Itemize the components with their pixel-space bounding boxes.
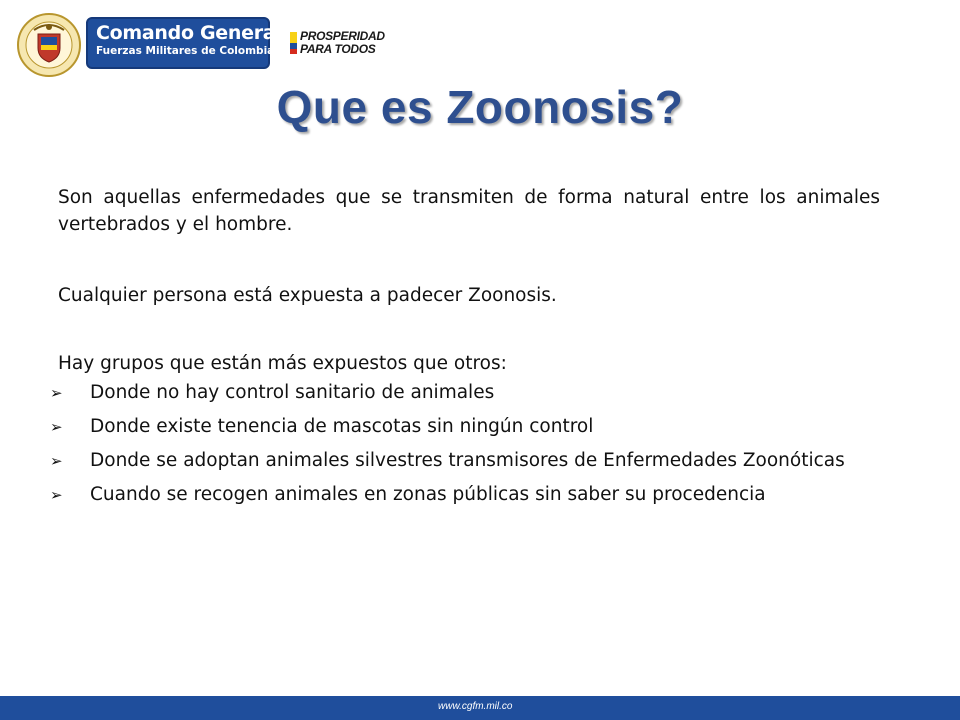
risk-groups-list [44, 382, 880, 518]
list-item-text: Donde se adoptan animales silvestres transmisores de Enfermedades Zoonóticas [90, 450, 845, 471]
footer-bar [0, 696, 960, 720]
logo-title: Comando General [96, 22, 282, 44]
definition-paragraph: Son aquellas enfermedades que se transmiten de forma natural entre los animales vertebrados y el hombre. [58, 187, 880, 235]
groups-intro-paragraph: Hay grupos que están más expuestos que otros: [58, 353, 507, 374]
comando-general-seal-logo [16, 12, 82, 78]
arrowhead-bullet-icon: ➢ [50, 384, 63, 402]
colombia-flag-icon [290, 32, 297, 54]
arrowhead-bullet-icon: ➢ [50, 486, 63, 504]
list-item-text: Donde no hay control sanitario de animales [90, 382, 495, 403]
prosperidad-line2: PARA TODOS [300, 42, 376, 56]
list-item-text: Donde existe tenencia de mascotas sin ningún control [90, 416, 594, 437]
footer-url-link[interactable]: www.cgfm.mil.co [438, 701, 513, 712]
arrowhead-bullet-icon: ➢ [50, 418, 63, 436]
exposure-paragraph: Cualquier persona está expuesta a padecer Zoonosis. [58, 285, 557, 306]
list-item [44, 484, 880, 506]
slide-title: Que es Zoonosis? [276, 81, 684, 133]
list-item [44, 382, 880, 404]
logo-subtitle: Fuerzas Militares de Colombia [96, 45, 275, 57]
list-item [44, 416, 880, 438]
prosperidad-line1: PROSPERIDAD [300, 29, 385, 43]
list-item-text: Cuando se recogen animales en zonas públicas sin saber su procedencia [90, 484, 766, 505]
comando-general-logo [86, 17, 282, 69]
arrowhead-bullet-icon: ➢ [50, 452, 63, 470]
list-item [44, 450, 880, 472]
